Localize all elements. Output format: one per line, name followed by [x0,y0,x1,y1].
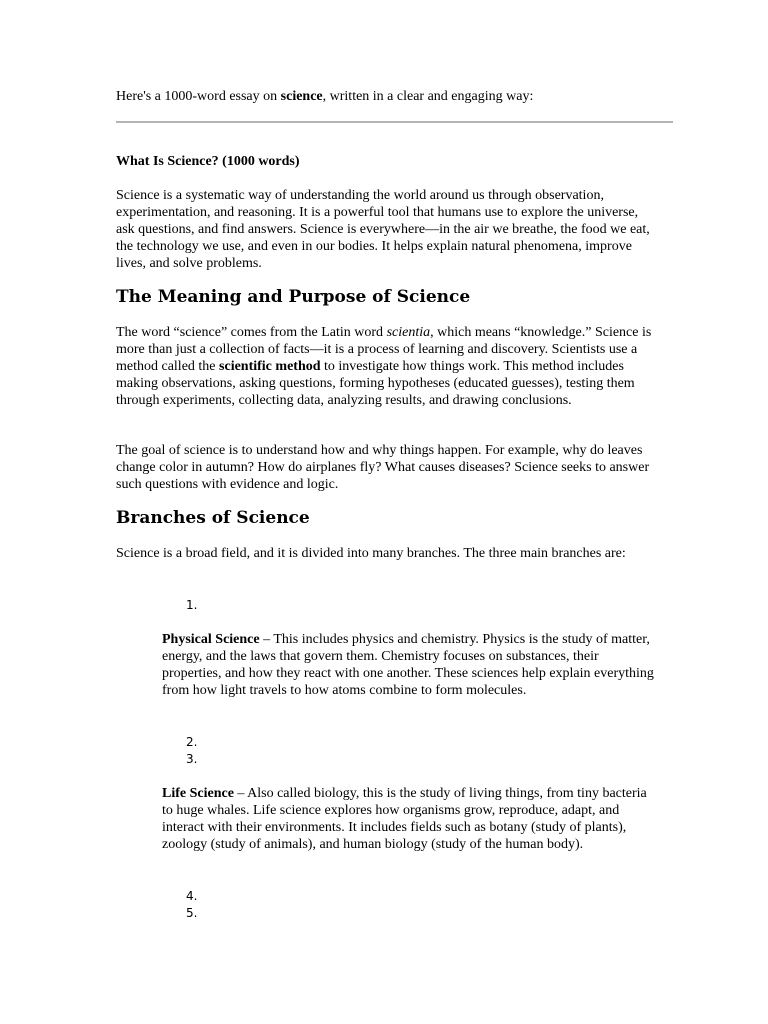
paragraph-branches-intro: Science is a broad field, and it is divided into many branches. The three main branches are: [116,546,626,561]
intro-before: Here's a 1000-word essay on [116,89,281,104]
term-scientia: scientia [386,325,431,340]
list-item-life-science [162,785,657,853]
intro-keyword: science [280,89,323,104]
physical-science-text: – This includes physics and chemistry. Physics is the study of matter, energy, and the laws that govern them. Chemistry focuses on substances, their properties, and how they react with one another. These sciences help explain everything from how light travels to how atoms combine to form molecules. [162,632,654,698]
paragraph-meaning-part2: , which means “knowledge.” Science is more than just a collection of facts—it is a process of learning and discovery. Scientists use a method called the [116,325,652,374]
term-physical-science: Physical Science [162,632,260,647]
list-number-5: 5. [186,906,198,920]
paragraph-meaning-part1: The word “science” comes from the Latin word [116,325,387,340]
term-life-science: Life Science [162,786,234,801]
paragraph-meaning-part3: to investigate how things work. This method includes making observations, asking questions, forming hypotheses (educated guesses), testing them through experiments, collecting data, analyzing results, and drawing conclusions. [116,359,635,408]
list-number-1: 1. [186,598,198,612]
horizontal-divider [116,121,673,123]
paragraph-goal: The goal of science is to understand how and why things happen. For example, why do leaves change color in autumn? How do airplanes fly? What causes diseases? Science seeks to answer such questions with evidence and logic. [116,443,650,492]
heading-meaning-purpose: The Meaning and Purpose of Science [116,287,471,307]
intro-line [116,88,533,105]
paragraph-meaning [116,324,656,409]
list-number-3: 3. [186,752,198,766]
heading-branches: Branches of Science [116,508,310,528]
term-scientific-method: scientific method [219,359,321,374]
list-number-4: 4. [186,889,198,903]
intro-after: , written in a clear and engaging way: [322,89,534,104]
paragraph-intro: Science is a systematic way of understanding the world around us through observation, experimentation, and reasoning. It is a powerful tool that humans use to explore the universe, ask questions, and find answers. Science is everywhere—in the air we breathe, the food we eat, the technology we use, and even in our bodies. It helps explain natural phenomena, improve lives, and solve problems. [116,188,650,271]
life-science-text: – Also called biology, this is the study of living things, from tiny bacteria to huge whales. Life science explores how organisms grow, reproduce, adapt, and interact with their environments. It includes fields such as botany (study of plants), zoology (study of animals), and human biology (study of the human body). [162,786,647,852]
essay-title: What Is Science? (1000 words) [116,154,300,169]
list-item-physical-science [162,631,657,699]
list-number-2: 2. [186,735,198,749]
